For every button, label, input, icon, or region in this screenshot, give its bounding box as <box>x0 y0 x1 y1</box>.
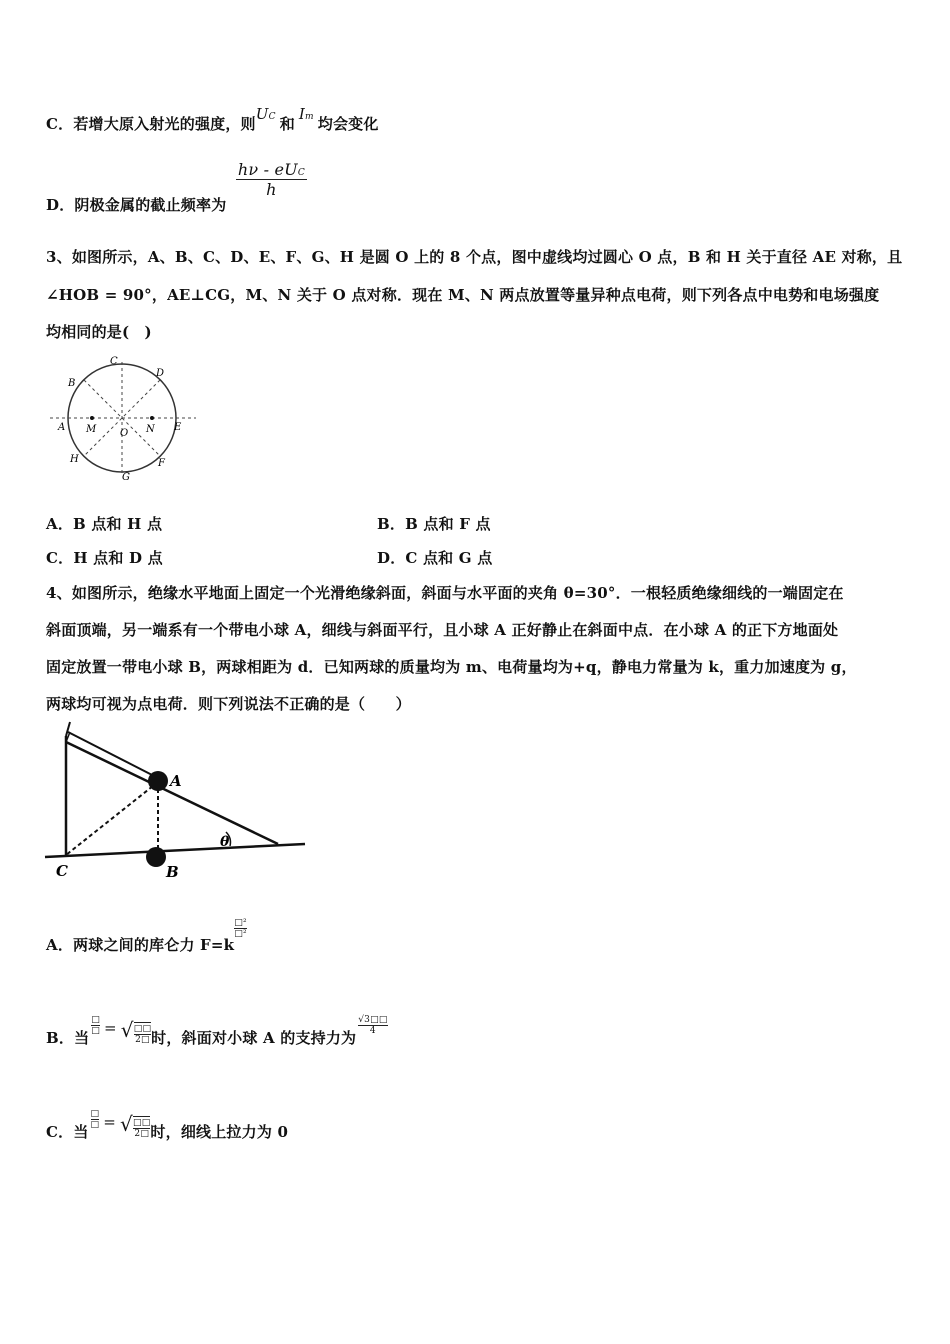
q4-incline-figure <box>40 720 315 885</box>
q3-line-1: 3、如图所示，A、B、C、D、E、F、G、H 是圆 O 上的 8 个点，图中虚线均过圆心 O 点，B 和 H 关于直径 AE 对称，且 <box>46 248 903 266</box>
ratio-fraction: $\frac{□}{□}$ <box>90 1108 100 1130</box>
q3-option-c: C．H 点和 D 点 <box>46 549 163 567</box>
q4-option-a: A．两球之间的库仑力 F=k $\frac{\text{□²}}{\text{□²}}$ <box>46 917 247 954</box>
label-c: C <box>110 356 118 367</box>
label-h: H <box>70 454 79 465</box>
label-ball-a: A <box>170 772 182 790</box>
sqrt-expression: √ $\frac{□□}{2□}$ <box>120 1018 152 1045</box>
label-d: D <box>156 368 165 379</box>
q2-option-c: C．若增大原入射光的强度，则UC 和Im 均会变化 <box>46 105 379 133</box>
q3-line-3: 均相同的是( ) <box>46 323 152 341</box>
label-ball-b: B <box>166 863 179 881</box>
i-symbol: Im <box>298 105 314 123</box>
q4-option-c: C．当 $\frac{□}{□}$ = √ $\frac{□□}{2□}$ 时，细线上拉力为 0 <box>46 1108 289 1142</box>
q2-option-d: D．阴极金属的截止频率为 $\frac{\text{hν - eUC}}{h}$ <box>46 160 305 214</box>
label-o: O <box>120 428 129 439</box>
q4-line-3: 固定放置一带电小球 B，两球相距为 d．已知两球的质量均为 m、电荷量均为+q，静电力常量为 k，重力加速度为 g， <box>46 658 857 676</box>
label-f: F <box>158 458 165 469</box>
ratio-fraction: $\frac{□}{□}$ <box>91 1014 100 1036</box>
label-c: C <box>56 862 68 880</box>
label-e: E <box>174 422 182 433</box>
q3-option-d: D．C 点和 G 点 <box>377 549 493 567</box>
label-theta: θ <box>220 834 230 850</box>
label-b: B <box>68 378 76 389</box>
q3-option-b: B．B 点和 F 点 <box>377 515 491 533</box>
label-a: A <box>58 422 66 433</box>
label-n: N <box>146 424 155 435</box>
q4-line-4: 两球均可视为点电荷．则下列说法不正确的是（ ） <box>46 695 411 713</box>
q3-line-2: ∠HOB = 90°，AE⊥CG，M、N 关于 O 点对称．现在 M、N 两点放置等量异种点电荷，则下列各点中电势和电场强度 <box>46 286 880 304</box>
u-symbol: UC <box>255 105 276 123</box>
label-g: G <box>122 472 130 483</box>
label-m: M <box>86 424 97 435</box>
q3-option-a: A．B 点和 H 点 <box>46 515 163 533</box>
q4-option-b: B．当 $\frac{□}{□}$ = √ $\frac{□□}{2□}$ 时，斜面对小球 A 的支持力为 $\frac{√3□□}{4}$ <box>46 1014 388 1048</box>
coulomb-fraction: $\frac{\text{□²}}{\text{□²}}$ <box>234 917 247 939</box>
q4-line-1: 4、如图所示，绝缘水平地面上固定一个光滑绝缘斜面，斜面与水平面的夹角 θ=30°．一根轻质绝缘细线的一端固定在 <box>46 584 844 602</box>
q3-circle-figure <box>44 350 204 485</box>
q4-line-2: 斜面顶端，另一端系有一个带电小球 A，细线与斜面平行，且小球 A 正好静止在斜面中点．在小球 A 的正下方地面处 <box>46 621 839 639</box>
support-force-fraction: $\frac{√3□□}{4}$ <box>358 1014 388 1036</box>
cutoff-frequency-fraction: $\frac{\text{hν - eUC}}{h}$ <box>237 160 305 199</box>
sqrt-expression: √ $\frac{□□}{2□}$ <box>120 1112 151 1139</box>
